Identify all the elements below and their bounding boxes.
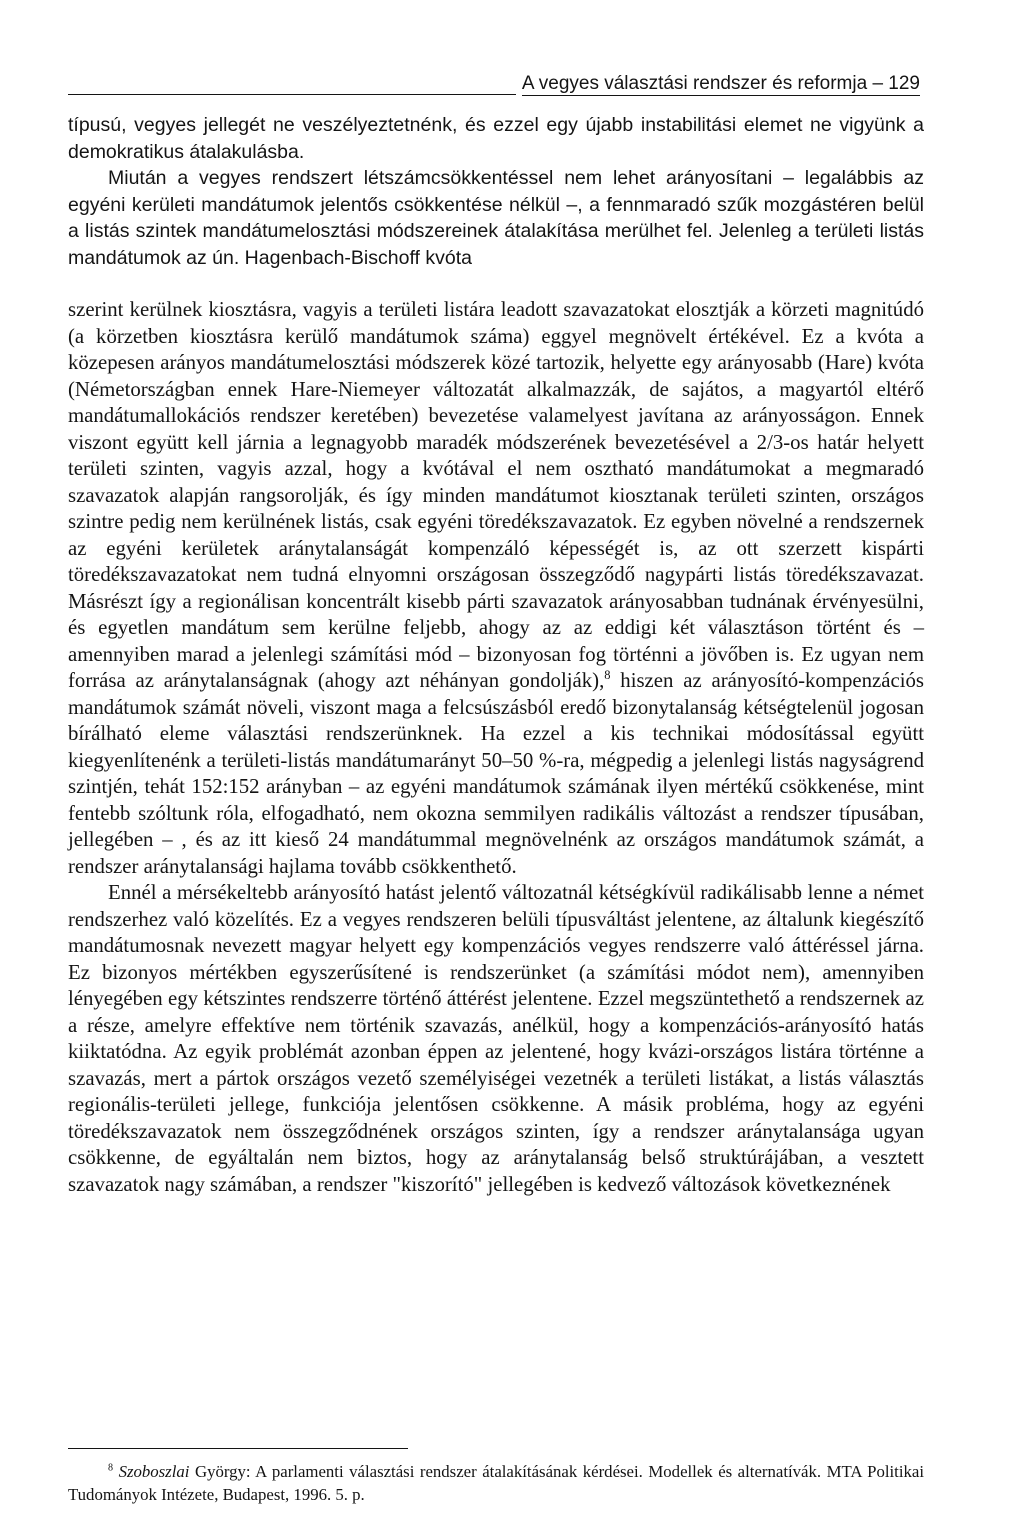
- footnote-separator: [68, 1448, 408, 1449]
- footnote: [68, 1460, 924, 1506]
- footnote-number: 8: [108, 1462, 114, 1474]
- paragraph-proportionality: Miután a vegyes rendszert létszámcsökkentéssel nem lehet arányosítani – legalábbis az egyéni kerületi mandátumok jelentős csökkentése nélkül –, a fennmaradó szűk mozgástéren belül a listás szintek mandátumelosztási módszereinek átalakítása merülhet fel. Jelenleg a területi listás mandátumok az ún. Hagenbach-Bischoff kvóta: [68, 167, 924, 269]
- paragraph-german-system: Ennél a mérsékeltebb arányosító hatást jelentő változatnál kétségkívül radikálisabb lenne a német rendszerhez való közelítés. Ez a vegyes rendszeren belüli típusváltást jelentene, az általunk kiegészítő mandátumosnak nevezett magyar helyett egy kompenzációs vegyes rendszerre való áttéréssel járna. Ez bizonyos mértékben egyszerűsítené is rendszerünket (a számítási módot nem), amennyiben lényegében egy kétszintes rendszerre történő áttérést jelentene. Ezzel megszüntethető a rendszernek az a része, amelyre effektíve nem történik szavazás, anélkül, hogy a kompenzációs-arányosító hatás kiiktatódna. Az egyik problémát azonban éppen az jelentené, hogy kvázi-országos listára történne a szavazás, mert a pártok országos vezető személyiségei vezetnék a területi listákat, a listás választás regionális-területi jellege, funkciója jelentősen csökkenne. A másik probléma, hogy az egyéni töredékszavazatok nem összegződnének országos szinten, így a rendszer aránytalansága ugyan csökkenne, de egyáltalán nem biztos, hogy az aránytalanság belső struktúrájában, a vesztett szavazatok nagy számában, a rendszer "kiszorító" jellegében is kedvező változások következnének: [68, 881, 924, 1196]
- footnote-reference[interactable]: 8: [604, 668, 611, 683]
- paragraph-text: szerint kerülnek kiosztásra, vagyis a területi listára leadott szavazatokat elosztják a körzeti magnitúdó (a körzetben kiosztásra kerülő mandátumok száma) eggyel megnövelt értékével. Ez a kvóta a közepesen arányos mandátumelosztási módszerek közé tartozik, helyette egy arányosabb (Hare) kvóta (Németországban ennek Hare-Niemeyer változatát alkalmazzák, de sajátos, a magyartól eltérő mandátumallokációs rendszer keretében) bevezetése valamelyest javítana az arányosságon. Ennek viszont együtt kell járnia a legnagyobb maradék módszerének bevezetésével a 2/3-os határ helyett területi szinten, vagyis azzal, hogy a kvótával el nem osztható mandátumokat a megmaradó szavazatok alapján rangsorolják, és így minden mandátumot kiosztanak területi szinten, országos szintre pedig nem kerülnének listás, csak egyéni töredékszavazatok. Ez egyben növelné a rendszernek az egyéni kerületek aránytalanságát kompenzáló képességét is, az ott szerzett kispárti töredékszavazatokat nem tudná elnyomni országosan összegződő nagypárti listás töredékszavazat. Másrészt így a regionálisan koncentrált kisebb párti szavazatok arányosabban tudnának érvényesülni, és egyetlen mandátum sem kerülne feljebb, ahogy az az eddigi két választáson történt és – amennyiben marad a jelenlegi számítási mód – bizonyosan fog történni a jövőben is. Ez ugyan nem forrása az aránytalanságnak (ahogy azt néhányan gondolják),: [68, 298, 924, 692]
- paragraph-proportionality-cont: [68, 297, 924, 880]
- body-text-upper: [68, 112, 924, 271]
- paragraph-continuation: típusú, vegyes jellegét ne veszélyeztetnénk, és ezzel egy újabb instabilitási elemet ne vigyünk a demokratikus átalakulásba.: [68, 114, 924, 163]
- body-text-lower: [68, 297, 924, 1198]
- running-head-text: A vegyes választási rendszer és reformja – 129: [521, 73, 920, 94]
- paragraph-text: hiszen az arányosító-kompenzációs mandátumok számát növeli, viszont maga a felcsúszásból eredő bizonytalanság kétségtelenül jogosan bírálható eleme választási rendszerünknek. Ha ezzel a kis technikai módosítással együtt kiegyenlítenénk a területi-listás mandátumarányt 50–50 %-ra, mégpedig a jelenlegi listás nagyságrend szintjén, tehát 152:152 arányban – az egyéni mandátumok számának ilyen mértékű csökkenése, mint fentebb szóltunk róla, elfogadható, nem okozna semmilyen radikális változást a rendszer típusában, jellegében – , és az itt kieső 24 mandátummal megnövelnénk az országos mandátumok számát, a rendszer aránytalansági hajlama tovább csökkenthető.: [68, 669, 924, 878]
- running-header: [68, 70, 920, 96]
- footnote-text: György: A parlamenti választási rendszer átalakításának kérdései. Modellek és alternatívák. MTA Politikai Tudományok Intézete, Budapest, 1996. 5. p.: [68, 1462, 924, 1504]
- header-rule: [68, 94, 516, 95]
- footnote-author: Szoboszlai: [118, 1462, 190, 1481]
